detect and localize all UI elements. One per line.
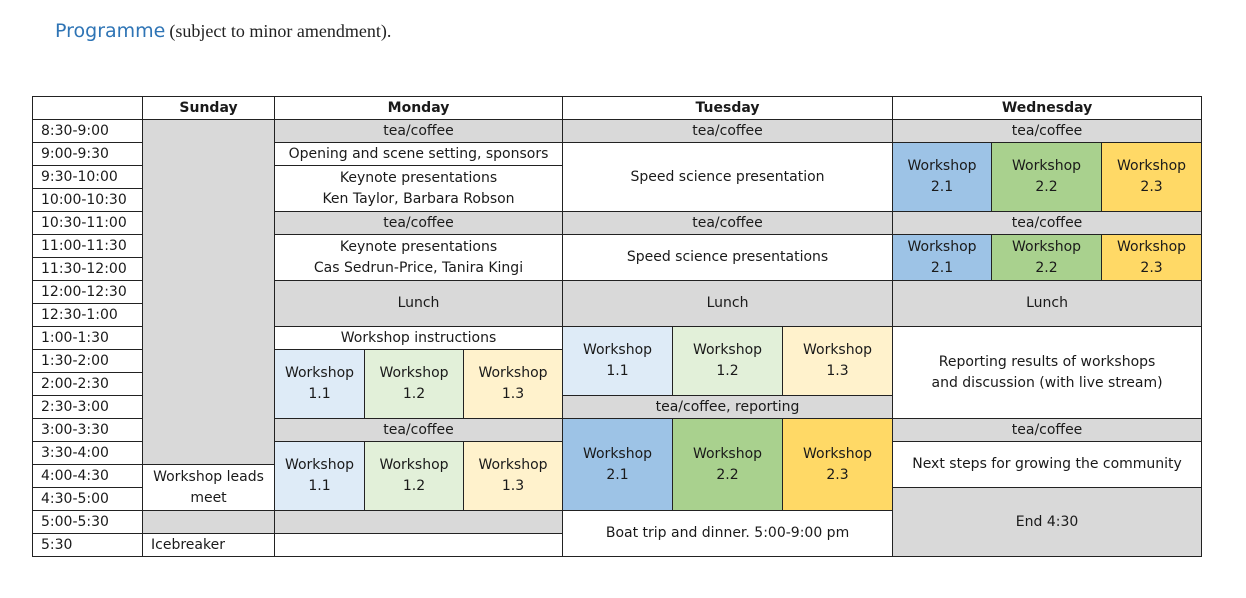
schedule-table: [32, 96, 1202, 557]
wednesday-reporting: Reporting results of workshops and discussion (with live stream): [893, 327, 1202, 419]
monday-keynote-2: Keynote presentations Cas Sedrun-Price, Tanira Kingi: [275, 235, 563, 281]
monday-workshop-1-1-a: Workshop 1.1: [275, 350, 365, 419]
wednesday-workshop-2-1-b: Workshop 2.1: [893, 235, 992, 281]
monday-workshop-1-3-a: Workshop 1.3: [464, 350, 563, 419]
time-slot: 10:30-11:00: [33, 212, 143, 235]
monday-workshop-1-3-b: Workshop 1.3: [464, 442, 563, 511]
day-header-monday: Monday: [275, 97, 563, 120]
programme-title: Programme: [55, 20, 166, 42]
day-header-tuesday: Tuesday: [563, 97, 893, 120]
sunday-free-block: [143, 120, 275, 465]
tuesday-tea-2: tea/coffee: [563, 212, 893, 235]
wednesday-end: End 4:30: [893, 488, 1202, 557]
time-slot: 12:00-12:30: [33, 281, 143, 304]
time-header: [33, 97, 143, 120]
time-slot: 1:30-2:00: [33, 350, 143, 373]
time-slot: 2:00-2:30: [33, 373, 143, 396]
time-slot: 8:30-9:00: [33, 120, 143, 143]
time-slot: 5:30: [33, 534, 143, 557]
monday-workshop-1-2-b: Workshop 1.2: [365, 442, 464, 511]
header-row: [33, 97, 1202, 120]
sunday-workshop-leads: Workshop leads meet: [143, 465, 275, 511]
monday-tea-2: tea/coffee: [275, 212, 563, 235]
wednesday-workshop-2-3-b: Workshop 2.3: [1102, 235, 1202, 281]
time-slot: 1:00-1:30: [33, 327, 143, 350]
tuesday-workshop-1-3: Workshop 1.3: [783, 327, 893, 396]
tuesday-speed-science-2: Speed science presentations: [563, 235, 893, 281]
wednesday-workshop-2-3-a: Workshop 2.3: [1102, 143, 1202, 212]
tuesday-speed-science-1: Speed science presentation: [563, 143, 893, 212]
monday-workshop-instructions: Workshop instructions: [275, 327, 563, 350]
sunday-icebreaker: Icebreaker: [143, 534, 275, 557]
time-slot: 2:30-3:00: [33, 396, 143, 419]
wednesday-tea-1: tea/coffee: [893, 120, 1202, 143]
wednesday-next-steps: Next steps for growing the community: [893, 442, 1202, 488]
tuesday-tea-reporting: tea/coffee, reporting: [563, 396, 893, 419]
time-slot: 4:00-4:30: [33, 465, 143, 488]
wednesday-tea-2: tea/coffee: [893, 212, 1202, 235]
wednesday-workshop-2-2-a: Workshop 2.2: [992, 143, 1102, 212]
time-slot: 12:30-1:00: [33, 304, 143, 327]
tuesday-workshop-1-1: Workshop 1.1: [563, 327, 673, 396]
monday-empty: [275, 534, 563, 557]
time-slot: 10:00-10:30: [33, 189, 143, 212]
wednesday-tea-3: tea/coffee: [893, 419, 1202, 442]
programme-heading: [55, 20, 391, 42]
time-slot: 9:30-10:00: [33, 166, 143, 189]
day-header-wednesday: Wednesday: [893, 97, 1202, 120]
monday-tea-1: tea/coffee: [275, 120, 563, 143]
programme-subtitle: (subject to minor amendment).: [169, 21, 392, 41]
tuesday-tea-1: tea/coffee: [563, 120, 893, 143]
tuesday-workshop-2-1: Workshop 2.1: [563, 419, 673, 511]
monday-workshop-1-1-b: Workshop 1.1: [275, 442, 365, 511]
time-slot: 3:00-3:30: [33, 419, 143, 442]
monday-break: [275, 511, 563, 534]
time-slot: 11:00-11:30: [33, 235, 143, 258]
time-slot: 9:00-9:30: [33, 143, 143, 166]
wednesday-workshop-2-1-a: Workshop 2.1: [893, 143, 992, 212]
monday-tea-3: tea/coffee: [275, 419, 563, 442]
time-slot: 5:00-5:30: [33, 511, 143, 534]
time-slot: 11:30-12:00: [33, 258, 143, 281]
tuesday-workshop-1-2: Workshop 1.2: [673, 327, 783, 396]
monday-lunch: Lunch: [275, 281, 563, 327]
tuesday-boat-trip: Boat trip and dinner. 5:00-9:00 pm: [563, 511, 893, 557]
time-slot: 3:30-4:00: [33, 442, 143, 465]
tuesday-workshop-2-2: Workshop 2.2: [673, 419, 783, 511]
monday-workshop-1-2-a: Workshop 1.2: [365, 350, 464, 419]
wednesday-workshop-2-2-b: Workshop 2.2: [992, 235, 1102, 281]
monday-opening: Opening and scene setting, sponsors: [275, 143, 563, 166]
monday-keynote-1: Keynote presentations Ken Taylor, Barbara Robson: [275, 166, 563, 212]
tuesday-lunch: Lunch: [563, 281, 893, 327]
time-slot: 4:30-5:00: [33, 488, 143, 511]
sunday-break: [143, 511, 275, 534]
tuesday-workshop-2-3: Workshop 2.3: [783, 419, 893, 511]
day-header-sunday: Sunday: [143, 97, 275, 120]
wednesday-lunch: Lunch: [893, 281, 1202, 327]
